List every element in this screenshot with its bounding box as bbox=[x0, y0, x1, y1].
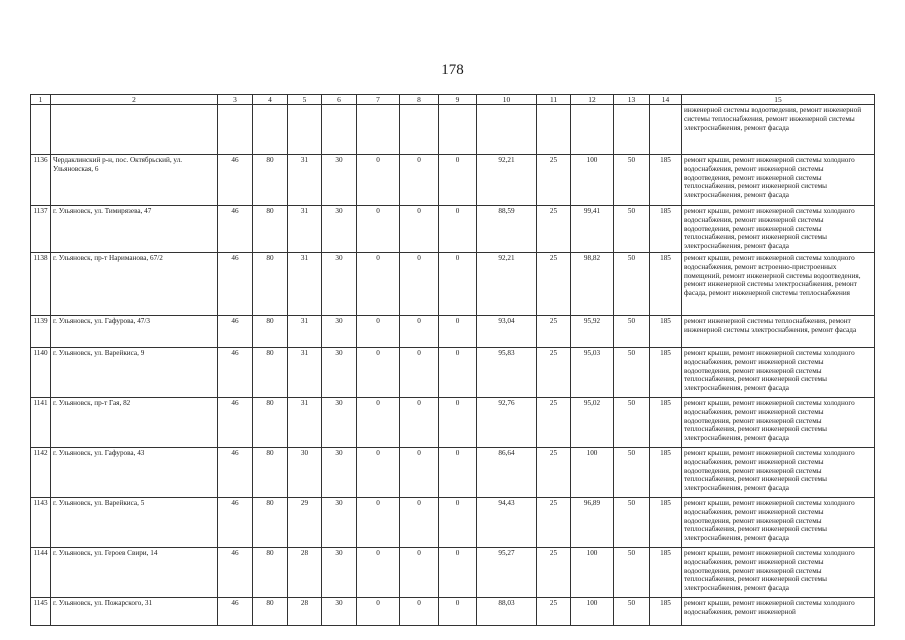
value-cell: 50 bbox=[614, 155, 650, 206]
value-cell: 25 bbox=[537, 497, 571, 547]
table-row bbox=[31, 397, 875, 447]
value-cell: 31 bbox=[288, 155, 322, 206]
value-cell: 98,82 bbox=[571, 252, 614, 315]
value-cell: 86,64 bbox=[477, 447, 537, 497]
address-cell: г. Ульяновск, пр-т Нариманова, 67/2 bbox=[51, 252, 218, 315]
value-cell: 185 bbox=[650, 547, 682, 597]
value-cell: 0 bbox=[357, 397, 400, 447]
value-cell: 185 bbox=[650, 347, 682, 397]
row-number-cell: 1137 bbox=[31, 206, 51, 253]
value-cell bbox=[253, 105, 288, 155]
table-row bbox=[31, 597, 875, 625]
value-cell: 0 bbox=[400, 252, 439, 315]
value-cell: 185 bbox=[650, 252, 682, 315]
value-cell: 50 bbox=[614, 347, 650, 397]
value-cell: 50 bbox=[614, 447, 650, 497]
value-cell: 94,43 bbox=[477, 497, 537, 547]
value-cell: 46 bbox=[218, 447, 253, 497]
value-cell bbox=[218, 105, 253, 155]
works-cell: ремонт крыши, ремонт инженерной системы холодного водоснабжения, ремонт инженерной системы водоотведения, ремонт инженерной системы теплоснабжения, ремонт инженерной системы электроснабжения, ремонт фасада bbox=[682, 447, 875, 497]
value-cell: 0 bbox=[357, 447, 400, 497]
row-number-cell bbox=[31, 105, 51, 155]
value-cell: 30 bbox=[322, 252, 357, 315]
value-cell: 80 bbox=[253, 347, 288, 397]
value-cell: 88,59 bbox=[477, 206, 537, 253]
value-cell: 29 bbox=[288, 497, 322, 547]
value-cell: 46 bbox=[218, 597, 253, 625]
value-cell: 0 bbox=[439, 597, 477, 625]
value-cell: 185 bbox=[650, 206, 682, 253]
value-cell: 0 bbox=[439, 252, 477, 315]
row-number-cell: 1138 bbox=[31, 252, 51, 315]
value-cell: 0 bbox=[400, 447, 439, 497]
column-header: 12 bbox=[571, 95, 614, 105]
value-cell: 0 bbox=[439, 206, 477, 253]
table-row bbox=[31, 315, 875, 347]
address-cell: г. Ульяновск, ул. Гафурова, 43 bbox=[51, 447, 218, 497]
column-header: 15 bbox=[682, 95, 875, 105]
works-cell: ремонт крыши, ремонт инженерной системы холодного водоснабжения, ремонт инженерной системы водоотведения, ремонт инженерной системы теплоснабжения, ремонт инженерной системы электроснабжения, ремонт фасада bbox=[682, 347, 875, 397]
value-cell: 28 bbox=[288, 597, 322, 625]
works-cell: ремонт инженерной системы теплоснабжения, ремонт инженерной системы электроснабжения, ремонт фасада bbox=[682, 315, 875, 347]
value-cell: 30 bbox=[322, 347, 357, 397]
column-header: 5 bbox=[288, 95, 322, 105]
row-number-cell: 1143 bbox=[31, 497, 51, 547]
value-cell: 185 bbox=[650, 447, 682, 497]
value-cell: 50 bbox=[614, 597, 650, 625]
repair-program-table bbox=[30, 94, 875, 626]
table-row bbox=[31, 206, 875, 253]
row-number-cell: 1140 bbox=[31, 347, 51, 397]
value-cell: 50 bbox=[614, 547, 650, 597]
column-header: 13 bbox=[614, 95, 650, 105]
value-cell: 0 bbox=[400, 497, 439, 547]
column-header: 7 bbox=[357, 95, 400, 105]
value-cell: 30 bbox=[322, 206, 357, 253]
value-cell: 95,92 bbox=[571, 315, 614, 347]
works-cell: инженерной системы водоотведения, ремонт инженерной системы теплоснабжения, ремонт инженерной системы электроснабжения, ремонт фасада bbox=[682, 105, 875, 155]
value-cell: 25 bbox=[537, 547, 571, 597]
address-cell: г. Ульяновск, ул. Гафурова, 47/3 bbox=[51, 315, 218, 347]
address-cell: г. Ульяновск, ул. Варейкиса, 5 bbox=[51, 497, 218, 547]
value-cell: 0 bbox=[439, 315, 477, 347]
value-cell: 30 bbox=[322, 315, 357, 347]
value-cell: 0 bbox=[400, 347, 439, 397]
value-cell: 30 bbox=[322, 447, 357, 497]
value-cell: 31 bbox=[288, 397, 322, 447]
address-cell bbox=[51, 105, 218, 155]
value-cell: 80 bbox=[253, 597, 288, 625]
address-cell: г. Ульяновск, пр-т Гая, 82 bbox=[51, 397, 218, 447]
value-cell: 46 bbox=[218, 347, 253, 397]
value-cell: 25 bbox=[537, 155, 571, 206]
column-header: 8 bbox=[400, 95, 439, 105]
works-cell: ремонт крыши, ремонт инженерной системы холодного водоснабжения, ремонт инженерной системы водоотведения, ремонт инженерной системы теплоснабжения, ремонт инженерной системы электроснабжения, ремонт фасада bbox=[682, 397, 875, 447]
value-cell: 30 bbox=[322, 597, 357, 625]
row-number-cell: 1145 bbox=[31, 597, 51, 625]
value-cell: 99,41 bbox=[571, 206, 614, 253]
value-cell: 25 bbox=[537, 252, 571, 315]
value-cell: 0 bbox=[400, 155, 439, 206]
value-cell: 80 bbox=[253, 315, 288, 347]
value-cell bbox=[614, 105, 650, 155]
address-cell: Чердаклинский р-н, пос. Октябрьский, ул. Ульяновская, 6 bbox=[51, 155, 218, 206]
value-cell: 30 bbox=[322, 155, 357, 206]
value-cell: 25 bbox=[537, 447, 571, 497]
column-header: 1 bbox=[31, 95, 51, 105]
row-number-cell: 1141 bbox=[31, 397, 51, 447]
value-cell: 185 bbox=[650, 397, 682, 447]
value-cell: 185 bbox=[650, 155, 682, 206]
table-row bbox=[31, 105, 875, 155]
works-cell: ремонт крыши, ремонт инженерной системы холодного водоснабжения, ремонт инженерной системы водоотведения, ремонт инженерной системы теплоснабжения, ремонт инженерной системы электроснабжения, ремонт фасада bbox=[682, 206, 875, 253]
table-row bbox=[31, 155, 875, 206]
value-cell: 50 bbox=[614, 206, 650, 253]
column-header: 14 bbox=[650, 95, 682, 105]
value-cell: 96,89 bbox=[571, 497, 614, 547]
value-cell: 46 bbox=[218, 155, 253, 206]
value-cell: 31 bbox=[288, 315, 322, 347]
value-cell: 31 bbox=[288, 206, 322, 253]
value-cell: 31 bbox=[288, 347, 322, 397]
value-cell: 0 bbox=[357, 497, 400, 547]
page-number: 178 bbox=[441, 62, 464, 78]
works-cell: ремонт крыши, ремонт инженерной системы холодного водоснабжения, ремонт встроенно-пристроенных помещений, ремонт инженерной системы водоотведения, ремонт инженерной системы электроснабжения, ремонт фасада, ремонт инженерной системы теплоснабжения bbox=[682, 252, 875, 315]
address-cell: г. Ульяновск, ул. Варейкиса, 9 bbox=[51, 347, 218, 397]
works-cell: ремонт крыши, ремонт инженерной системы холодного водоснабжения, ремонт инженерной системы водоотведения, ремонт инженерной системы теплоснабжения, ремонт инженерной системы электроснабжения, ремонт фасада bbox=[682, 497, 875, 547]
value-cell: 100 bbox=[571, 447, 614, 497]
value-cell: 185 bbox=[650, 597, 682, 625]
value-cell: 30 bbox=[288, 447, 322, 497]
address-cell: г. Ульяновск, ул. Героев Свири, 14 bbox=[51, 547, 218, 597]
works-cell: ремонт крыши, ремонт инженерной системы холодного водоснабжения, ремонт инженерной bbox=[682, 597, 875, 625]
address-cell: г. Ульяновск, ул. Тимирязева, 47 bbox=[51, 206, 218, 253]
value-cell: 88,03 bbox=[477, 597, 537, 625]
table-row bbox=[31, 447, 875, 497]
value-cell: 25 bbox=[537, 206, 571, 253]
value-cell bbox=[537, 105, 571, 155]
value-cell: 25 bbox=[537, 347, 571, 397]
value-cell bbox=[400, 105, 439, 155]
table-row bbox=[31, 547, 875, 597]
value-cell: 92,21 bbox=[477, 155, 537, 206]
value-cell: 46 bbox=[218, 397, 253, 447]
row-number-cell: 1142 bbox=[31, 447, 51, 497]
value-cell bbox=[650, 105, 682, 155]
value-cell: 0 bbox=[400, 315, 439, 347]
column-header: 11 bbox=[537, 95, 571, 105]
value-cell: 0 bbox=[439, 397, 477, 447]
value-cell bbox=[571, 105, 614, 155]
value-cell: 95,83 bbox=[477, 347, 537, 397]
column-header: 10 bbox=[477, 95, 537, 105]
value-cell: 46 bbox=[218, 547, 253, 597]
column-header: 6 bbox=[322, 95, 357, 105]
value-cell: 25 bbox=[537, 315, 571, 347]
value-cell: 80 bbox=[253, 252, 288, 315]
value-cell: 30 bbox=[322, 547, 357, 597]
value-cell: 46 bbox=[218, 315, 253, 347]
value-cell bbox=[322, 105, 357, 155]
value-cell: 80 bbox=[253, 155, 288, 206]
row-number-cell: 1136 bbox=[31, 155, 51, 206]
works-cell: ремонт крыши, ремонт инженерной системы холодного водоснабжения, ремонт инженерной системы водоотведения, ремонт инженерной системы теплоснабжения, ремонт инженерной системы электроснабжения, ремонт фасада bbox=[682, 155, 875, 206]
value-cell: 30 bbox=[322, 397, 357, 447]
value-cell: 31 bbox=[288, 252, 322, 315]
address-cell: г. Ульяновск, ул. Пожарского, 31 bbox=[51, 597, 218, 625]
column-number-row bbox=[31, 95, 875, 105]
value-cell: 50 bbox=[614, 252, 650, 315]
row-number-cell: 1139 bbox=[31, 315, 51, 347]
value-cell: 80 bbox=[253, 397, 288, 447]
table-row bbox=[31, 252, 875, 315]
value-cell: 0 bbox=[439, 497, 477, 547]
value-cell: 0 bbox=[357, 155, 400, 206]
value-cell: 80 bbox=[253, 447, 288, 497]
value-cell: 95,03 bbox=[571, 347, 614, 397]
value-cell: 80 bbox=[253, 547, 288, 597]
column-header: 2 bbox=[51, 95, 218, 105]
value-cell: 30 bbox=[322, 497, 357, 547]
value-cell: 46 bbox=[218, 206, 253, 253]
value-cell: 0 bbox=[357, 315, 400, 347]
value-cell: 28 bbox=[288, 547, 322, 597]
value-cell: 0 bbox=[357, 547, 400, 597]
value-cell: 0 bbox=[400, 206, 439, 253]
value-cell: 0 bbox=[439, 547, 477, 597]
value-cell: 100 bbox=[571, 547, 614, 597]
value-cell: 46 bbox=[218, 252, 253, 315]
value-cell: 50 bbox=[614, 397, 650, 447]
column-header: 3 bbox=[218, 95, 253, 105]
value-cell: 0 bbox=[357, 206, 400, 253]
value-cell: 100 bbox=[571, 597, 614, 625]
value-cell: 185 bbox=[650, 315, 682, 347]
value-cell: 95,02 bbox=[571, 397, 614, 447]
value-cell: 46 bbox=[218, 497, 253, 547]
value-cell: 0 bbox=[400, 547, 439, 597]
value-cell: 95,27 bbox=[477, 547, 537, 597]
value-cell: 0 bbox=[439, 447, 477, 497]
value-cell: 25 bbox=[537, 597, 571, 625]
value-cell: 50 bbox=[614, 497, 650, 547]
value-cell: 0 bbox=[357, 252, 400, 315]
works-cell: ремонт крыши, ремонт инженерной системы холодного водоснабжения, ремонт инженерной системы водоотведения, ремонт инженерной системы теплоснабжения, ремонт инженерной системы электроснабжения, ремонт фасада bbox=[682, 547, 875, 597]
column-header: 9 bbox=[439, 95, 477, 105]
value-cell: 80 bbox=[253, 497, 288, 547]
value-cell: 0 bbox=[439, 347, 477, 397]
value-cell: 50 bbox=[614, 315, 650, 347]
value-cell: 0 bbox=[439, 155, 477, 206]
value-cell: 0 bbox=[357, 597, 400, 625]
value-cell: 0 bbox=[400, 597, 439, 625]
value-cell: 100 bbox=[571, 155, 614, 206]
table-row bbox=[31, 347, 875, 397]
row-number-cell: 1144 bbox=[31, 547, 51, 597]
value-cell: 0 bbox=[357, 347, 400, 397]
value-cell bbox=[439, 105, 477, 155]
column-header: 4 bbox=[253, 95, 288, 105]
value-cell: 0 bbox=[400, 397, 439, 447]
value-cell bbox=[357, 105, 400, 155]
value-cell: 93,04 bbox=[477, 315, 537, 347]
value-cell: 92,21 bbox=[477, 252, 537, 315]
value-cell: 80 bbox=[253, 206, 288, 253]
value-cell: 92,76 bbox=[477, 397, 537, 447]
value-cell: 185 bbox=[650, 497, 682, 547]
value-cell bbox=[477, 105, 537, 155]
value-cell bbox=[288, 105, 322, 155]
value-cell: 25 bbox=[537, 397, 571, 447]
table-row bbox=[31, 497, 875, 547]
